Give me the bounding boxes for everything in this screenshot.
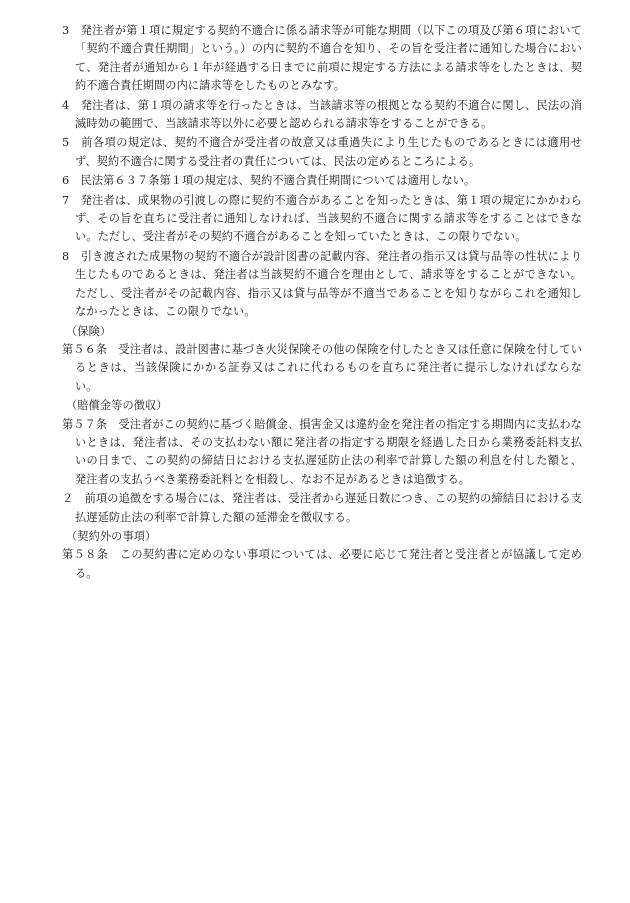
para-56-7: 7 発注者は、成果物の引渡しの際に契約不適合があることを知ったときは、第１項の規定にかかわらず、その旨を直ちに受注者に通知しなければ、当該契約不適合に関する請求等をすることはできない。ただし、受注者がその契約不適合があることを知っていたときは、この限りでない。 [62, 193, 582, 244]
heading-other-matters: （契約外の事項） [66, 529, 157, 543]
para-56-4: 4 発注者は、第１項の請求等を行ったときは、当該請求等の根拠となる契約不適合に関し、民法の消滅時効の範囲で、当該請求等以外に必要と認められる請求等をすることができる。 [62, 98, 582, 131]
para-56-3: 3 発注者が第１項に規定する契約不適合に係る請求等が可能な期間（以下この項及び第６項において「契約不適合責任期間」という。）の内に契約不適合を知り、その旨を受注者に通知した場合において、発注者が通知から１年が経過する日までに前項に規定する方法による請求等をしたときは、契約不適合責任期間の内に請求等をしたものとみなす。 [62, 24, 582, 93]
heading-insurance: （保険） [66, 324, 112, 338]
article-58: 第５８条 この契約書に定めのない事項については、必要に応じて発注者と受注者とが協議して定める。 [62, 548, 582, 580]
para-56-8: 8 引き渡された成果物の契約不適合が設計図書の記載内容、発注者の指示又は貸与品等の性状により生じたものであるときは、発注者は当該契約不適合を理由として、請求等をすることができない。ただし、受注者がその記載内容、指示又は貸与品等が不適当であることを知りながらこれを通知しなかったときは、この限りでない。 [62, 249, 582, 319]
document-page [62, 22, 582, 584]
para-56-6: 6 民法第６３７条第１項の規定は、契約不適合責任期間については適用しない。 [62, 174, 476, 188]
article-56: 第５６条 受注者は、設計図書に基づき火災保険その他の保険を付したとき又は任意に保険を付しているときは、当該保険にかかる証券又はこれに代わるものを直ちに発注者に提示しなければならない。 [62, 342, 582, 393]
para-56-5: 5 前各項の規定は、契約不適合が受注者の故意又は重過失により生じたものであるときには適用せず、契約不適合に関する受注者の責任については、民法の定めるところによる。 [62, 136, 582, 168]
para-57-2: ２ 前項の追徴をする場合には、発注者は、受注者から遅延日数につき、この契約の締結日における支払遅延防止法の利率で計算した額の延滞金を徴収する。 [62, 492, 582, 524]
article-57: 第５７条 受注者がこの契約に基づく賠償金、損害金又は違約金を発注者の指定する期間内に支払わないときは、発注者は、その支払わない額に発注者の指定する期限を経過した日から業務委託料支払いの日まで、この契約の締結日における支払遅延防止法の利率で計算した額の利息を付した額と、発注者の支払うべき業務委託料とを相殺し、なお不足があるときは追徴する。 [62, 417, 582, 486]
heading-compensation: （賠償金等の徴収） [66, 399, 168, 413]
